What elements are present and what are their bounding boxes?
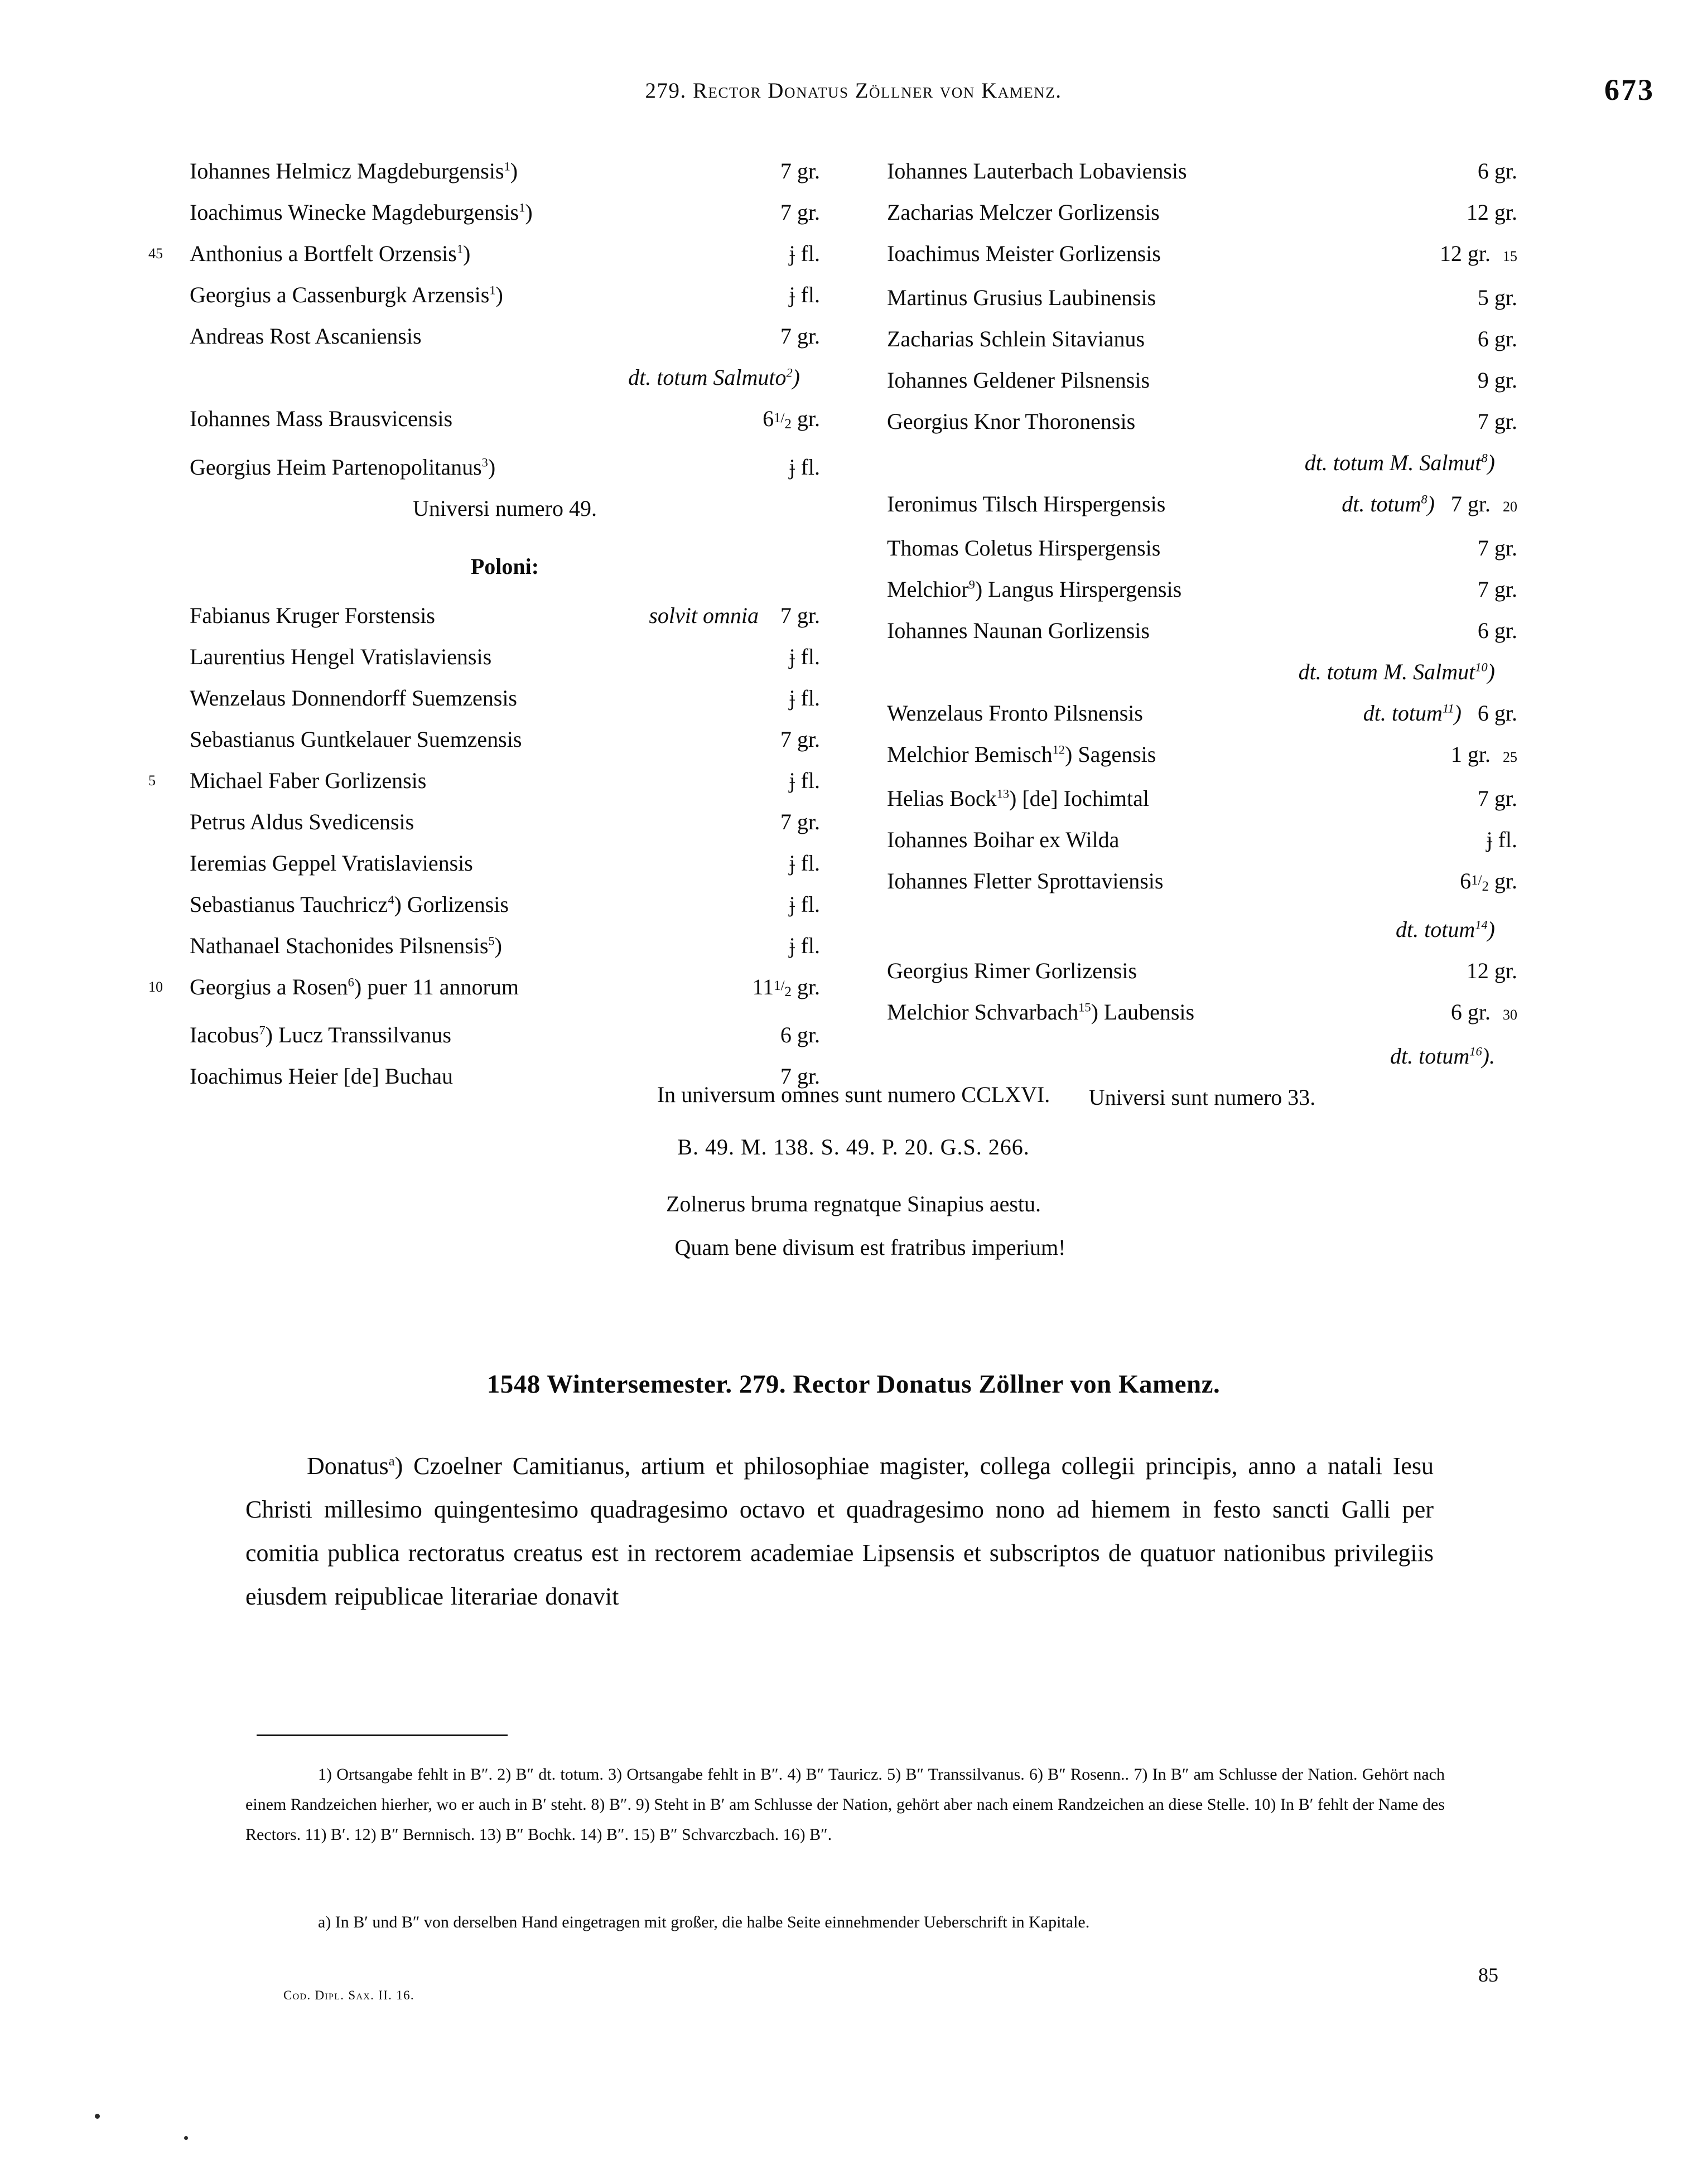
list-item bbox=[190, 274, 820, 316]
footnote-ref: 7 bbox=[259, 1023, 266, 1038]
footnote-ref: 8 bbox=[1481, 451, 1488, 465]
list-item bbox=[887, 610, 1517, 651]
entry-name: Iohannes Geldener Pilsnensis bbox=[887, 368, 1150, 393]
footnotes-lettered: a) In B′ und B″ von derselben Hand eingetragen mit großer, die halbe Seite einnehmender Ueberschrift in Kapitale. bbox=[318, 1913, 1090, 1931]
entry-amount: 7 gr. bbox=[1477, 409, 1517, 434]
marginal-note: dt. totum Salmuto$^2$) bbox=[628, 365, 800, 390]
entry-name: Petrus Aldus Svedicensis bbox=[190, 809, 414, 834]
scan-speck bbox=[95, 2114, 100, 2119]
entry-name: Anthonius a Bortfelt Orzensis$^1$) bbox=[190, 241, 471, 266]
footnote-ref: a bbox=[388, 1453, 395, 1469]
entry-amount: 6 gr. bbox=[780, 1022, 820, 1048]
entry-amount: 61/2 gr. bbox=[763, 406, 820, 432]
list-item bbox=[190, 925, 820, 967]
folio-number: 673 bbox=[1604, 73, 1655, 107]
entry-amount: ɉ fl. bbox=[789, 644, 820, 669]
entry-amount: 1 gr. bbox=[1450, 742, 1491, 767]
entry-amount: 7 gr. bbox=[780, 726, 820, 752]
entry-amount: ɉ fl. bbox=[789, 850, 820, 876]
entry-annotation: solvit omnia bbox=[649, 602, 759, 628]
list-item bbox=[190, 678, 820, 719]
entry-amount: ɉ fl. bbox=[789, 282, 820, 307]
entry-name: Martinus Grusius Laubinensis bbox=[887, 285, 1156, 310]
list-item bbox=[190, 447, 820, 488]
entry-name: Andreas Rost Ascaniensis bbox=[190, 323, 422, 349]
entry-name: Georgius a Cassenburgk Arzensis$^1$) bbox=[190, 282, 503, 307]
verse-line-2: Quam bene divisum est fratribus imperium! bbox=[674, 1235, 1066, 1260]
entry-annotation: dt. totum$^8$) bbox=[1342, 491, 1435, 516]
entry-annotation: dt. totum$^{11}$) bbox=[1363, 700, 1462, 726]
entry-amount: 12 gr. bbox=[1439, 241, 1491, 266]
list-item bbox=[190, 636, 820, 678]
footnotes-numbered: 1) Ortsangabe fehlt in B″. 2) B″ dt. totum. 3) Ortsangabe fehlt in B″. 4) B″ Tauricz. 5) B″ Transsilvanus. 6) B″ Rosenn.. 7) In B″ am Schlusse der Nation. Gehört nach einem Randzeichen hierher, wo er auch in B′ steht. 8) B″. 9) Steht in B′ am Schlusse der Nation, gehört aber nach einem Randzeichen an diese Stelle. 10) In B′ fehlt der Name des Rectors. 11) B′. 12) B″ Bernnisch. 13) B″ Bochk. 14) B″. 15) B″ Schvarczbach. 16) B″. bbox=[245, 1765, 1445, 1844]
entry-name: Iohannes Mass Brausvicensis bbox=[190, 406, 453, 431]
marginal-note: dt. totum$^{14}$) bbox=[1396, 916, 1495, 942]
colophon: Cod. Dipl. Sax. II. 16. bbox=[283, 1988, 414, 2002]
body-paragraph bbox=[245, 1444, 1434, 1618]
verse-line-1: Zolnerus bruma regnatque Sinapius aestu. bbox=[665, 1191, 1041, 1216]
entry-name: Wenzelaus Donnendorff Suemzensis bbox=[190, 685, 517, 711]
footnote-divider bbox=[257, 1734, 508, 1736]
line-number: 25 bbox=[1503, 749, 1517, 765]
paragraph-text: Czoelner Camitianus, artium et philosophiae magister, collega collegii principis, anno a natali Iesu Christi millesimo quingentesimo quadragesimo octavo et quadragesimo nono ad hiemem in festo sancti Galli per comitia publica rectoratus creatus est in rectorem academiae Lipsensis et subscriptos de quatuor nationibus privilegiis eiusdem reipublicae literariae donavit bbox=[245, 1452, 1434, 1610]
entry-name: Fabianus Kruger Forstensis bbox=[190, 602, 435, 628]
footnote-ref: 2 bbox=[786, 365, 793, 380]
entry-name: Georgius Rimer Gorlizensis bbox=[887, 958, 1137, 983]
entry-amount: 6 gr. bbox=[1477, 326, 1517, 351]
entry-name: Iohannes Fletter Sprottaviensis bbox=[887, 868, 1164, 893]
list-item bbox=[190, 719, 820, 760]
entry-amount: 12 gr. bbox=[1466, 958, 1517, 983]
section-heading-poloni: Poloni: bbox=[470, 553, 539, 579]
entry-name: Sebastianus Guntkelauer Suemzensis bbox=[190, 726, 522, 752]
line-number: 10 bbox=[148, 978, 163, 995]
footnote-ref: 6 bbox=[348, 975, 354, 989]
entry-name: Ioachimus Meister Gorlizensis bbox=[887, 241, 1161, 266]
footnote-ref: 14 bbox=[1475, 917, 1488, 932]
list-item bbox=[887, 734, 1517, 778]
list-item bbox=[887, 192, 1517, 233]
entry-amount: 12 gr. bbox=[1466, 200, 1517, 225]
entry-name: Iohannes Naunan Gorlizensis bbox=[887, 618, 1150, 643]
list-item bbox=[887, 360, 1517, 401]
entry-amount: 7 gr. bbox=[780, 323, 820, 349]
footnote-ref: 16 bbox=[1469, 1044, 1482, 1059]
universi-total: Universi numero 49. bbox=[413, 495, 597, 521]
entry-amount: ɉ fl. bbox=[789, 241, 820, 266]
footnote-ref: 13 bbox=[996, 786, 1010, 801]
marginal-note: dt. totum M. Salmut$^{10}$) bbox=[1298, 659, 1495, 684]
entry-amount: ɉ fl. bbox=[789, 767, 820, 793]
list-item bbox=[190, 843, 820, 884]
list-item bbox=[887, 861, 1517, 909]
entry-name: Laurentius Hengel Vratislaviensis bbox=[190, 644, 492, 669]
entry-amount: ɉ fl. bbox=[789, 932, 820, 958]
list-item bbox=[190, 192, 820, 233]
list-item bbox=[887, 401, 1517, 442]
entry-amount: ɉ fl. bbox=[789, 454, 820, 480]
entry-amount: 6 gr. bbox=[1450, 999, 1491, 1025]
list-item bbox=[148, 233, 820, 274]
list-item bbox=[887, 528, 1517, 569]
list-item bbox=[887, 693, 1517, 734]
list-item bbox=[887, 484, 1517, 528]
page-title: 1548 Wintersemester. 279. Rector Donatus Zöllner von Kamenz. bbox=[486, 1370, 1221, 1399]
list-item bbox=[148, 760, 820, 801]
entry-name: Wenzelaus Fronto Pilsnensis bbox=[887, 700, 1143, 726]
footnote-ref: 4 bbox=[388, 892, 394, 907]
entry-name: Michael Faber Gorlizensis bbox=[190, 767, 427, 793]
entry-name: Sebastianus Tauchricz$^4$) Gorlizensis bbox=[190, 891, 509, 917]
running-head-title: 279. Rector Donatus Zöllner von Kamenz. bbox=[645, 79, 1062, 103]
paragraph-lead: Donatus bbox=[307, 1452, 389, 1480]
entry-name: Nathanael Stachonides Pilsnensis$^5$) bbox=[190, 932, 502, 958]
entry-amount: 7 gr. bbox=[1477, 786, 1517, 811]
entry-amount: ɉ fl. bbox=[1486, 827, 1517, 852]
marginal-note: dt. totum$^{16}$). bbox=[1390, 1043, 1495, 1069]
entry-name: Helias Bock$^{13}$) [de] Iochimtal bbox=[887, 786, 1150, 811]
footnote-ref: 15 bbox=[1078, 1000, 1091, 1014]
list-item bbox=[887, 992, 1517, 1036]
entry-amount: ɉ fl. bbox=[789, 891, 820, 917]
list-item bbox=[887, 277, 1517, 318]
line-number: 30 bbox=[1503, 1006, 1517, 1023]
entry-name: Thomas Coletus Hirspergensis bbox=[887, 535, 1161, 561]
list-item bbox=[887, 151, 1517, 192]
list-item bbox=[190, 1014, 820, 1056]
entry-name: Zacharias Schlein Sitavianus bbox=[887, 326, 1145, 351]
paragraph-lead-close: ) bbox=[394, 1452, 403, 1480]
marginal-note: dt. totum M. Salmut$^8$) bbox=[1304, 450, 1495, 475]
entry-amount: 7 gr. bbox=[1450, 491, 1491, 516]
entry-amount: 6 gr. bbox=[1477, 618, 1517, 643]
running-head bbox=[212, 78, 1495, 103]
matricula-columns bbox=[148, 151, 1517, 1118]
entry-amount: 6 gr. bbox=[1477, 158, 1517, 183]
footnote-ref: 1 bbox=[456, 241, 464, 256]
nation-counts: B. 49. M. 138. S. 49. P. 20. G.S. 266. bbox=[677, 1134, 1030, 1159]
list-item bbox=[190, 316, 820, 357]
entry-amount: 7 gr. bbox=[780, 602, 820, 628]
footnote-ref: 12 bbox=[1052, 742, 1065, 757]
footnote-ref: 9 bbox=[968, 577, 975, 592]
entry-name: Georgius Heim Partenopolitanus$^3$) bbox=[190, 454, 496, 480]
footnote-ref: 3 bbox=[481, 455, 488, 470]
line-number: 15 bbox=[1503, 248, 1517, 264]
footnote-ref: 8 bbox=[1421, 492, 1427, 506]
list-item bbox=[148, 967, 820, 1015]
line-number: 5 bbox=[148, 772, 156, 789]
entry-name: Iohannes Lauterbach Lobaviensis bbox=[887, 158, 1187, 183]
list-item bbox=[190, 398, 820, 447]
page-number-bottom: 85 bbox=[1478, 1964, 1498, 1986]
entry-name: Iacobus$^7$) Lucz Transsilvanus bbox=[190, 1022, 451, 1048]
list-item bbox=[887, 950, 1517, 992]
entry-amount: 7 gr. bbox=[780, 809, 820, 834]
footnote-ref: 1 bbox=[504, 159, 510, 173]
list-item bbox=[887, 233, 1517, 277]
entry-name: Ioachimus Heier [de] Buchau bbox=[190, 1064, 454, 1089]
right-column bbox=[887, 151, 1517, 1118]
footnote-ref: 1 bbox=[519, 200, 525, 215]
entry-name: Ieronimus Tilsch Hirspergensis bbox=[887, 491, 1166, 516]
line-number: 45 bbox=[148, 245, 163, 262]
summary-block bbox=[190, 1074, 1517, 1168]
list-item bbox=[190, 595, 820, 636]
entry-amount: 61/2 gr. bbox=[1460, 868, 1517, 894]
line-number: 20 bbox=[1503, 499, 1517, 515]
list-item bbox=[887, 569, 1517, 610]
footnote-ref: 11 bbox=[1442, 701, 1454, 716]
entry-amount: ɉ fl. bbox=[789, 685, 820, 711]
list-item bbox=[190, 801, 820, 843]
entry-amount: 111/2 gr. bbox=[752, 974, 820, 1000]
universi-total: Universi sunt numero 33. bbox=[1088, 1084, 1316, 1110]
entry-amount: 7 gr. bbox=[780, 158, 820, 183]
entry-name: Melchior Bemisch$^{12}$) Sagensis bbox=[887, 742, 1156, 767]
entry-name: Ieremias Geppel Vratislaviensis bbox=[190, 850, 473, 876]
entry-name: Melchior Schvarbach$^{15}$) Laubensis bbox=[887, 999, 1195, 1025]
entry-name: Iohannes Helmicz Magdeburgensis$^1$) bbox=[190, 158, 518, 183]
entry-amount: 7 gr. bbox=[1477, 535, 1517, 561]
footnote-ref: 10 bbox=[1475, 660, 1488, 674]
list-item bbox=[190, 884, 820, 925]
entry-name: Georgius a Rosen$^6$) puer 11 annorum bbox=[190, 974, 519, 999]
entry-amount: 5 gr. bbox=[1477, 285, 1517, 310]
list-item bbox=[887, 778, 1517, 819]
entry-name: Ioachimus Winecke Magdeburgensis$^1$) bbox=[190, 200, 533, 225]
list-item bbox=[190, 151, 820, 192]
entry-amount: 7 gr. bbox=[780, 1064, 820, 1089]
list-item bbox=[887, 318, 1517, 360]
entry-amount: 9 gr. bbox=[1477, 368, 1517, 393]
scan-speck bbox=[184, 2136, 188, 2140]
verse-block bbox=[190, 1182, 1517, 1269]
entry-name: Georgius Knor Thoronensis bbox=[887, 409, 1136, 434]
entry-name: Iohannes Boihar ex Wilda bbox=[887, 827, 1120, 852]
footnote-ref: 5 bbox=[488, 934, 495, 948]
entry-name: Zacharias Melczer Gorlizensis bbox=[887, 200, 1160, 225]
left-column bbox=[148, 151, 820, 1118]
list-item bbox=[887, 819, 1517, 861]
footnote-ref: 1 bbox=[489, 283, 496, 297]
entry-name: Melchior$^9$) Langus Hirspergensis bbox=[887, 577, 1182, 602]
entry-amount: 6 gr. bbox=[1477, 700, 1517, 726]
entry-amount: 7 gr. bbox=[780, 200, 820, 225]
total-line: In universum omnes sunt numero CCLXVI. bbox=[657, 1082, 1050, 1107]
entry-amount: 7 gr. bbox=[1477, 577, 1517, 602]
